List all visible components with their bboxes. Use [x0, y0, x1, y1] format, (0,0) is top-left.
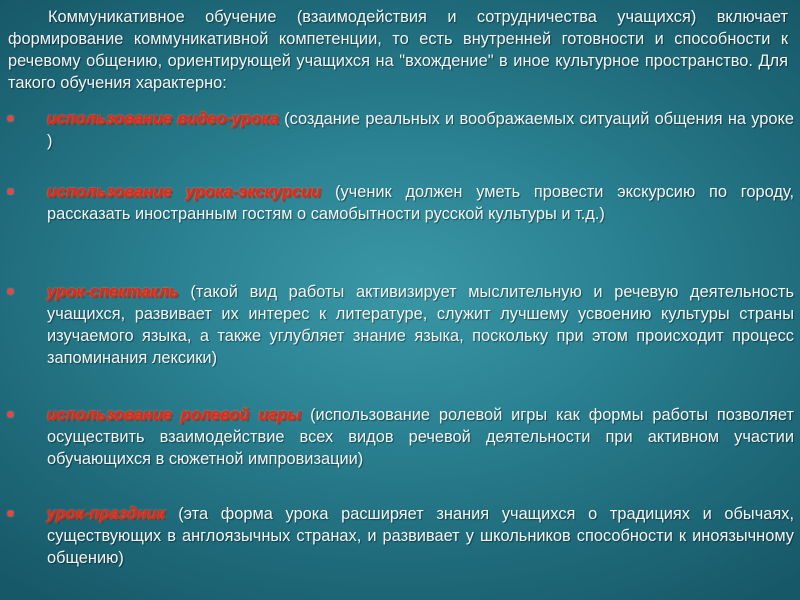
bullet-marker-icon — [8, 189, 13, 194]
list-item-text — [47, 503, 794, 569]
bullet-marker-icon — [8, 116, 13, 121]
list-item-term: использование видео-урока — [47, 110, 279, 128]
list-item-term: использование урока-экскурсии — [47, 183, 322, 201]
intro-paragraph: Коммуникативное обучение (взаимодействия и сотрудничества учащихся) включает формирование коммуникативной компетенции, то есть внутренней готовности и способности к речевому общению, ориентирующей учащихся на "вхождение" в иное культурное пространство. Для такого обучения характерно: — [8, 8, 788, 92]
list-item-text — [47, 281, 794, 369]
bullet-marker-icon — [8, 412, 13, 417]
bullet-marker-icon — [8, 289, 13, 294]
bullet-marker-icon — [8, 511, 13, 516]
list-item-term: урок-спектакль — [47, 283, 179, 301]
list-item-description: (создание реальных и воображаемых ситуаций общения на уроке ) — [47, 110, 794, 150]
list-item-term: использование ролевой игры — [47, 406, 302, 424]
list-item-description: (использование ролевой игры как формы работы позволяет осуществить взаимодействие всех видов речевой деятельности при активном участии обучающихся в сюжетной импровизации) — [47, 406, 794, 468]
list-item-description: (ученик должен уметь провести экскурсию по городу, рассказать иностранным гостям о самобытности русской культуры и т.д.) — [47, 183, 794, 223]
list-item-term: урок-праздник — [47, 505, 166, 523]
list-item-text — [47, 108, 794, 152]
list-item-text — [47, 181, 794, 225]
list-item-description: (такой вид работы активизирует мыслительную и речевую деятельность учащихся, развивает их интерес к литературе, служит лучшему усвоению культуры страны изучаемого языка, а также углубляет знание языка, поскольку при этом происходит процесс запоминания лексики) — [47, 283, 794, 367]
list-item-description: (эта форма урока расширяет знания учащихся о традициях и обычаях, существующих в англоязычных странах, и развивает у школьников способности к иноязычному общению) — [47, 505, 794, 567]
list-item-text — [47, 404, 794, 470]
